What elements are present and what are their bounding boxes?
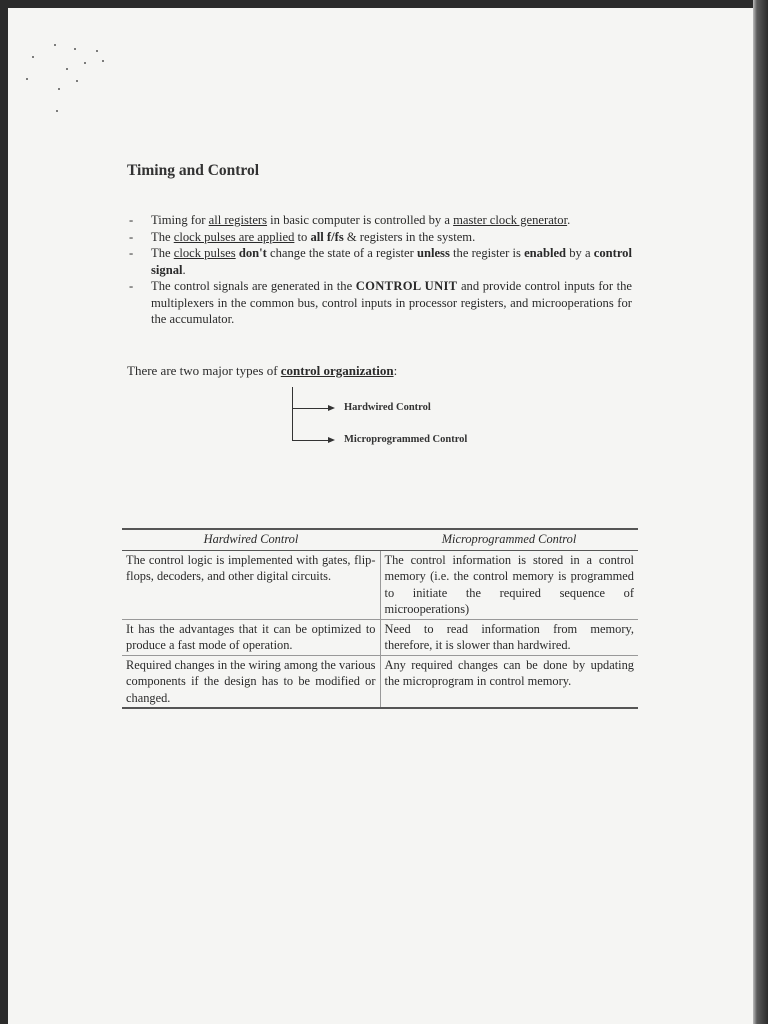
comparison-table [122,528,638,709]
bullet-text-run: The [151,246,174,260]
table-row [122,619,638,655]
bullet-text-run: . [567,213,571,227]
bullet-text-run: to [294,229,311,244]
tree-trunk [292,387,293,440]
table-header-microprogrammed: Microprogrammed Control [380,529,638,550]
bullet-text-run: all f/fs [310,229,344,244]
arrow-right-icon [328,405,335,411]
control-organization-diagram [292,387,552,457]
bullet-item [127,278,632,328]
tree-branch-hardwired: Hardwired Control [344,402,431,413]
bullet-list [127,212,632,328]
types-keyword: control organization [280,363,394,378]
bullet-item [127,229,632,246]
bullet-text-run: in basic computer is controlled by a [267,213,454,227]
table-header-row [122,529,638,550]
bullet-item [127,245,632,278]
bullet-text-run: clock pulses are applied [173,229,295,244]
bullet-text-run: and provide control inputs for the multiplexers in the common bus, control inputs in processor registers, and microoperations for the accumulator. [151,279,632,326]
bullet-text-run: don't [238,246,267,260]
bullet-text-run: control signal [151,246,632,277]
tree-branch-microprogrammed: Microprogrammed Control [344,434,468,445]
tree-branch-line-1 [292,408,328,409]
bullet-text-run: master clock generator [453,213,568,227]
bullet-text-run: & registers in the system. [343,229,476,244]
table-cell: Required changes in the wiring among the various components if the design has to be modified or changed. [122,655,380,708]
scanned-page [8,8,753,1024]
scan-edge [753,0,768,1024]
table-row [122,550,638,619]
bullet-text-run: change the state of a register [266,246,417,260]
bullet-text-run: Timing for [151,213,209,227]
bullet-text-run: by a [566,246,594,260]
tree-branch-line-2 [292,440,328,441]
bullet-text-run: the register is [449,246,525,260]
bullet-text-run: enabled [524,246,567,260]
types-prefix: There are two major types of [127,363,281,378]
table-cell: Any required changes can be done by updating the microprogram in control memory. [380,655,638,708]
table-row [122,655,638,708]
bullet-text-run: unless [416,246,450,260]
bullet-text-run: CONTROL UNIT [355,279,458,293]
bullet-text-run: The control signals are generated in the [151,279,356,293]
table-header-hardwired: Hardwired Control [122,529,380,550]
bullet-text-run: clock pulses [173,246,236,260]
scan-specks [18,38,118,128]
table-cell: It has the advantages that it can be optimized to produce a fast mode of operation. [122,619,380,655]
bullet-text-run: all registers [208,213,268,227]
table-cell: The control information is stored in a control memory (i.e. the control memory is programmed to initiate the required sequence of microoperations) [380,550,638,619]
types-suffix: : [393,363,398,378]
bullet-item [127,212,632,229]
table-cell: Need to read information from memory, therefore, it is slower than hardwired. [380,619,638,655]
table-cell: The control logic is implemented with gates, flip-flops, decoders, and other digital circuits. [122,550,380,619]
arrow-right-icon [328,437,335,443]
bullet-text-run: . [182,262,186,277]
section-title: Timing and Control [127,162,260,179]
bullet-text-run: The [151,229,174,244]
types-sentence [127,363,397,379]
